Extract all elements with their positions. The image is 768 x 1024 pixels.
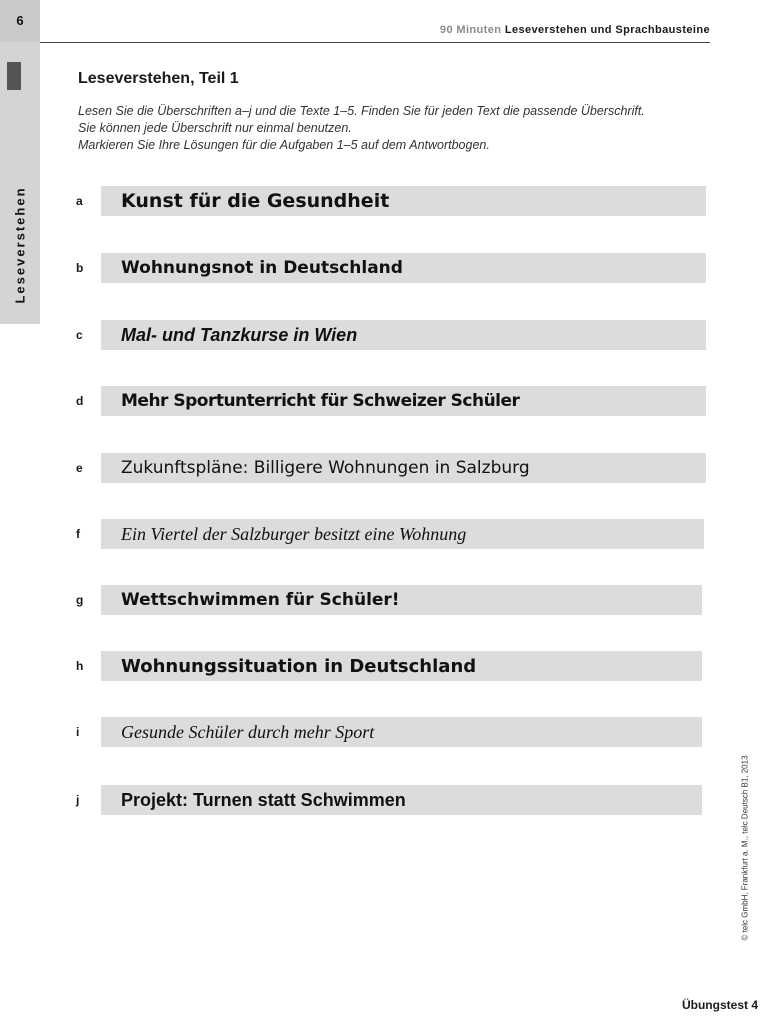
headline-text: Gesunde Schüler durch mehr Sport [121,721,375,742]
headline-row-e [0,453,768,483]
headline-letter: h [76,659,84,673]
page-number: 6 [0,0,40,42]
headline-letter: j [76,793,80,807]
tab-marker [7,62,21,90]
running-head-duration: 90 Minuten [439,24,502,36]
headline-row-j [0,785,768,815]
headline-row-i [0,717,768,747]
headline-bar [101,717,702,747]
headline-letter: c [76,328,83,342]
headline-letter: i [76,725,80,739]
side-tab-label: Leseverstehen [12,186,28,304]
headline-text: Kunst für die Gesundheit [121,190,390,212]
footer-test-label: Übungstest 4 [681,998,758,1012]
running-head [40,24,710,43]
headline-letter: d [76,394,84,408]
headline-letter: a [76,194,83,208]
section-title: Leseverstehen, Teil 1 [78,70,239,87]
headline-bar [101,386,706,416]
headline-text: Zukunftspläne: Billigere Wohnungen in Salzburg [121,458,530,478]
headline-row-b [0,253,768,283]
headline-text: Projekt: Turnen statt Schwimmen [121,789,406,810]
headline-row-f [0,519,768,549]
headline-bar [101,585,702,615]
headline-text: Wettschwimmen für Schüler! [121,590,400,610]
running-head-section: Leseverstehen und Sprachbausteine [504,24,710,36]
headline-bar [101,651,702,681]
headline-bar [101,186,706,216]
headline-text: Wohnungsnot in Deutschland [121,258,403,278]
headline-bar [101,453,706,483]
headline-letter: f [76,527,80,541]
headline-row-h [0,651,768,681]
headline-text: Wohnungssituation in Deutschland [121,655,477,677]
headline-row-a [0,186,768,216]
headline-row-c [0,320,768,350]
instructions [78,103,718,154]
instruction-line: Sie können jede Überschrift nur einmal benutzen. [78,121,352,135]
headline-text: Mehr Sportunterricht für Schweizer Schüler [121,391,520,411]
instruction-line: Markieren Sie Ihre Lösungen für die Aufgaben 1–5 auf dem Antwortbogen. [78,138,490,152]
headline-row-g [0,585,768,615]
headline-letter: g [76,593,84,607]
headline-row-d [0,386,768,416]
headline-bar [101,320,706,350]
headline-bar [101,253,706,283]
headline-text: Ein Viertel der Salzburger besitzt eine Wohnung [121,523,467,544]
headline-letter: e [76,461,83,475]
instruction-line: Lesen Sie die Überschriften a–j und die Texte 1–5. Finden Sie für jeden Text die passende Überschrift. [78,104,645,118]
copyright-notice: © telc GmbH, Frankfurt a. M., telc Deutsch B1, 2013 [740,755,750,941]
headline-bar [101,519,704,549]
headline-letter: b [76,261,84,275]
headline-bar [101,785,702,815]
headline-text: Mal- und Tanzkurse in Wien [121,324,358,345]
